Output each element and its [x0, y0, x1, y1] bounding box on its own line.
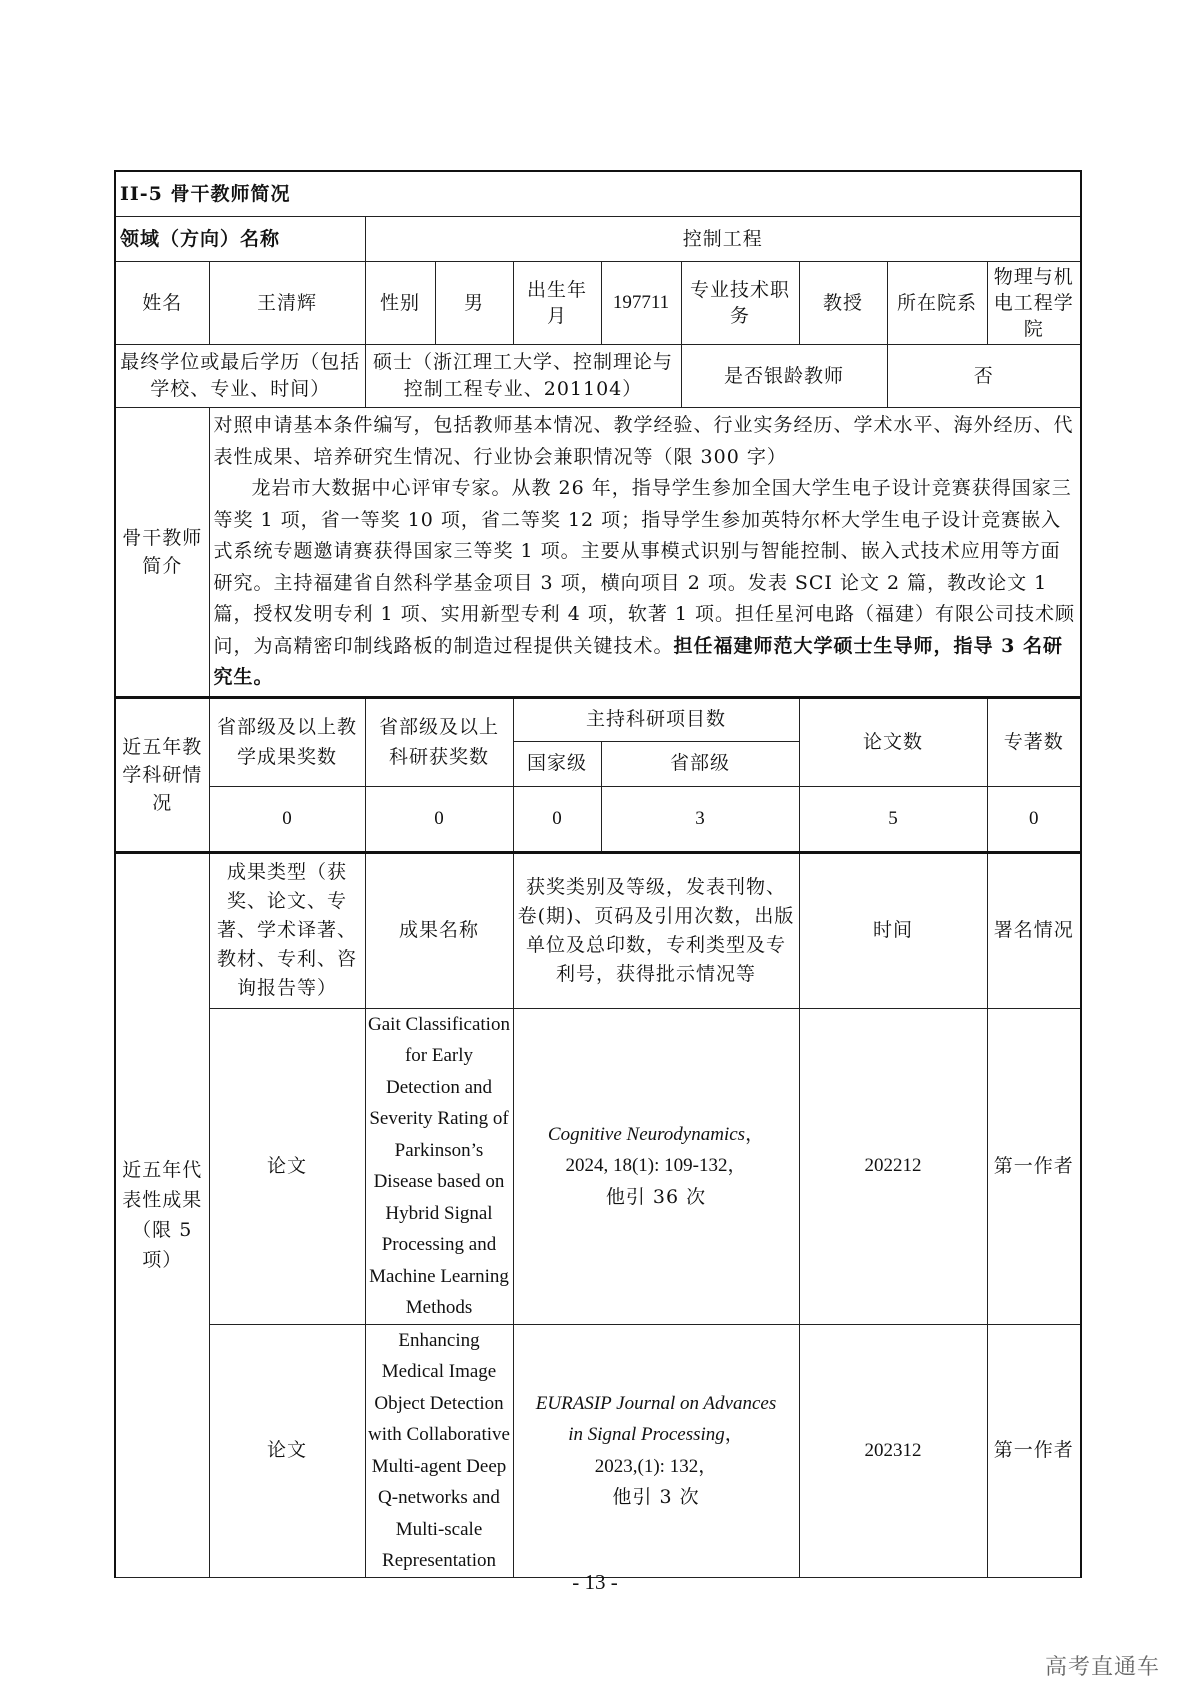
teaching-award-value: 0	[209, 786, 365, 852]
achv-header-detail: 获奖类别及等级，发表刊物、卷(期)、页码及引用次数，出版单位及总印数，专利类型及专利号，获得批示情况等	[513, 852, 799, 1008]
intro-instruction: 对照申请基本条件编写，包括教师基本情况、教学经验、行业实务经历、学术水平、海外经历、代表性成果、培养研究生情况、行业协会兼职情况等（限 300 字）	[213, 414, 1074, 468]
title-value: 教授	[799, 262, 887, 345]
achv-name: Gait Classification for Early Detection and Severity Rating of Parkinson’s Disease based on Hybrid Signal Processing and Machine Learning Methods	[365, 1008, 513, 1324]
teaching-award-label: 省部级及以上教学成果奖数	[209, 697, 365, 786]
achv-journal-sep: ，	[745, 1123, 765, 1145]
silver-label: 是否银龄教师	[681, 345, 887, 408]
research-award-value: 0	[365, 786, 513, 852]
name-label: 姓名	[115, 262, 209, 345]
achv-time: 202312	[799, 1324, 987, 1577]
achievement-row	[115, 1324, 1081, 1577]
section-title: II-5 骨干教师简况	[115, 171, 1081, 217]
intro-body	[214, 473, 1077, 694]
achv-journal: EURASIP Journal on Advances in Signal Processing	[535, 1392, 777, 1445]
silver-value: 否	[887, 345, 1081, 408]
stats-label: 近五年教学科研情况	[115, 697, 209, 852]
papers-label: 论文数	[799, 697, 987, 786]
achv-header-time: 时间	[799, 852, 987, 1008]
name-value: 王清辉	[209, 262, 365, 345]
watermark-text: 高考直通车	[1044, 1655, 1160, 1680]
intro-label: 骨干教师简介	[115, 408, 209, 698]
achv-type: 论文	[209, 1008, 365, 1324]
achv-detail	[513, 1324, 799, 1577]
achv-name: Enhancing Medical Image Object Detection with Collaborative Multi-agent Deep Q-networks and Multi-scale Representation	[365, 1324, 513, 1577]
papers-value: 5	[799, 786, 987, 852]
achv-type: 论文	[209, 1324, 365, 1577]
provincial-value: 3	[601, 786, 799, 852]
research-award-label: 省部级及以上科研获奖数	[365, 697, 513, 786]
dept-value: 物理与机电工程学院	[987, 262, 1081, 345]
achv-journal-sep: ，	[724, 1424, 744, 1445]
achv-detail	[513, 1008, 799, 1324]
achievement-row	[115, 1008, 1081, 1324]
books-value: 0	[987, 786, 1081, 852]
achv-time: 202212	[799, 1008, 987, 1324]
provincial-label: 省部级	[601, 741, 799, 786]
achv-authorship: 第一作者	[987, 1008, 1081, 1324]
achv-header-name: 成果名称	[365, 852, 513, 1008]
field-value: 控制工程	[365, 217, 1081, 262]
national-label: 国家级	[513, 741, 601, 786]
document-sheet	[114, 170, 1080, 1578]
gender-value: 男	[435, 262, 513, 345]
intro-body-text: 龙岩市大数据中心评审专家。从教 26 年，指导学生参加全国大学生电子设计竞赛获得国家三等奖 1 项，省一等奖 10 项，省二等奖 12 项；指导学生参加英特尔杯大学生电子设计竞赛嵌入式系统专题邀请赛获得国家三等奖 1 项。主要从事模式识别与智能控制、嵌入式技术应用等方面研究。主持福建省自然科学基金项目 3 项，横向项目 2 项。发表 SCI 论文 2 篇，教改论文 1 篇，授权发明专利 1 项、实用新型专利 4 项，软著 1 项。担任星河电路（福建）有限公司技术顾问，为高精密印制线路板的制造过程提供关键技术。	[213, 477, 1076, 657]
books-label: 专著数	[987, 697, 1081, 786]
intro-content	[209, 408, 1081, 698]
intro-body-bold: 担任福建师范大学硕士生导师，指导 3 名研究生。	[213, 634, 1063, 688]
birth-label: 出生年月	[513, 262, 601, 345]
national-value: 0	[513, 786, 601, 852]
achv-journal: Cognitive Neurodynamics	[547, 1123, 746, 1145]
teacher-profile-table	[114, 170, 1082, 1578]
achv-volume: 2023,(1): 132，	[594, 1455, 718, 1477]
achv-citations: 他引 36 次	[605, 1185, 707, 1208]
projects-label: 主持科研项目数	[513, 697, 799, 741]
dept-label: 所在院系	[887, 262, 987, 345]
gender-label: 性别	[365, 262, 435, 345]
achv-volume: 2024, 18(1): 109-132，	[565, 1155, 747, 1177]
field-label: 领域（方向）名称	[115, 217, 365, 262]
degree-value: 硕士（浙江理工大学、控制理论与控制工程专业、201104）	[365, 345, 681, 408]
achv-authorship: 第一作者	[987, 1324, 1081, 1577]
achv-header-type: 成果类型（获奖、论文、专著、学术译著、教材、专利、咨询报告等）	[209, 852, 365, 1008]
birth-value: 197711	[601, 262, 681, 345]
degree-label: 最终学位或最后学历（包括学校、专业、时间）	[115, 345, 365, 408]
achv-citations: 他引 3 次	[612, 1486, 700, 1508]
title-label: 专业技术职务	[681, 262, 799, 345]
page-number: - 13 -	[572, 1570, 618, 1594]
achievements-label: 近五年代表性成果（限 5 项）	[115, 852, 209, 1577]
achv-header-authorship: 署名情况	[987, 852, 1081, 1008]
